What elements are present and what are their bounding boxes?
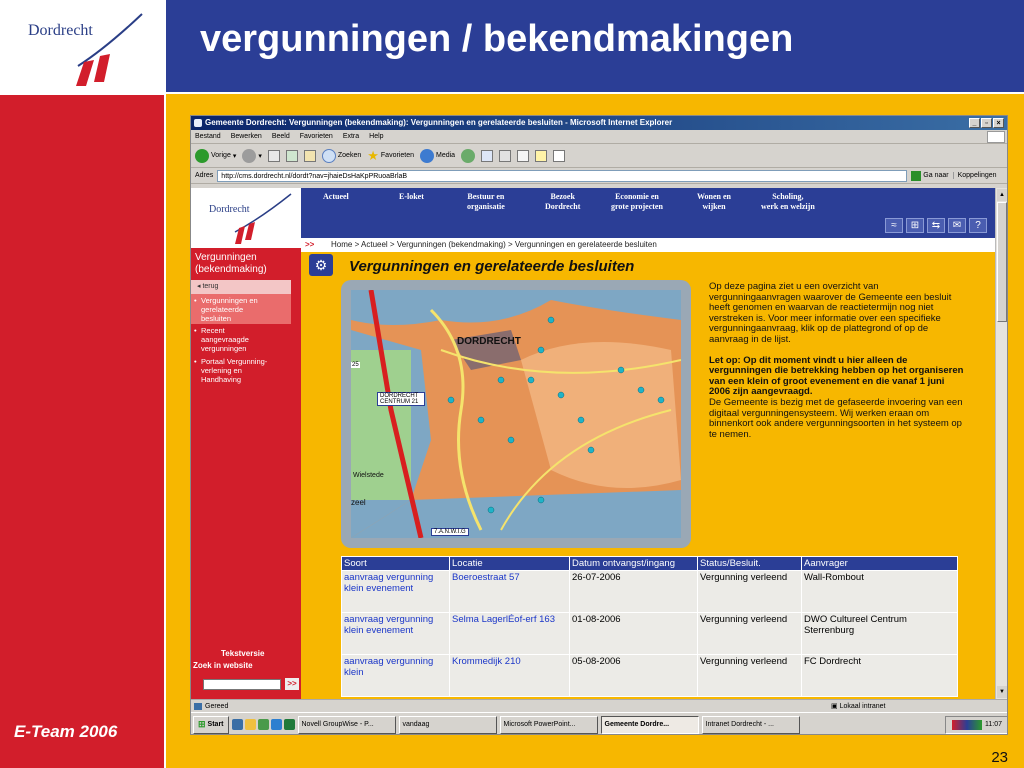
search-button[interactable] — [322, 149, 361, 163]
col-soort: Soort — [342, 557, 450, 571]
menu-bar — [191, 130, 1007, 144]
map-label-left: 25 — [352, 362, 359, 368]
breadcrumb — [301, 238, 995, 252]
nav-economie[interactable]: Economie en grote projecten — [611, 192, 663, 211]
bullet-icon: • — [194, 326, 197, 335]
text-version-link[interactable]: Tekstversie — [221, 649, 265, 658]
menu-bewerken[interactable]: Bewerken — [230, 133, 262, 140]
go-label: Ga naar — [923, 172, 949, 179]
favorites-label: Favorieten — [380, 152, 414, 159]
page-logo-icon: ⚙ — [309, 254, 333, 276]
start-label: Start — [207, 721, 224, 728]
bullet-icon: • — [194, 296, 197, 305]
globe-quicklaunch-icon[interactable] — [271, 719, 282, 730]
address-input[interactable]: http://cms.dordrecht.nl/dordt?nav=jhaieDsHaKpPRuoaBrlaB — [217, 170, 907, 182]
slide-logo-text: Dordrecht — [28, 22, 93, 39]
media-quicklaunch-icon[interactable] — [258, 719, 269, 730]
main-content — [301, 252, 995, 699]
menu-bestand[interactable]: Bestand — [195, 133, 221, 140]
slide-left-strip — [0, 92, 166, 768]
forward-arrow-icon — [242, 149, 256, 163]
slide-title: vergunningen / bekendmakingen — [200, 18, 794, 60]
search-label: Zoeken — [337, 152, 362, 159]
map-label-north: 7.A.N.W.I.G — [431, 528, 469, 536]
links-button[interactable]: Koppelingen — [953, 172, 997, 179]
col-locatie: Locatie — [450, 557, 570, 571]
table-row — [342, 655, 958, 697]
media-icon — [420, 149, 434, 163]
nav-wonen[interactable]: Wonen en wijken — [697, 192, 732, 211]
permit-location-link[interactable]: Boeroestraat 57 — [452, 572, 520, 583]
city-map[interactable] — [351, 290, 681, 538]
sitemap-icon[interactable]: ⊞ — [906, 218, 924, 233]
slide-logo — [0, 0, 166, 92]
menu-extra[interactable]: Extra — [342, 133, 360, 140]
system-tray — [945, 716, 1008, 734]
back-button[interactable]: Vorige ▾ — [195, 149, 236, 163]
nav-eloket[interactable]: E-loket — [399, 192, 424, 201]
task-powerpoint[interactable]: Microsoft PowerPoint... — [500, 716, 598, 734]
intro-notice: Let op: Op dit moment vindt u hier alleen de vergunningen die betrekking hebben op het organiseren van een klein of groot evenement en die vanaf 1 juni 2006 zijn aangevraagd. — [709, 354, 964, 398]
task-groupwise[interactable]: Novell GroupWise - P... — [298, 716, 396, 734]
permit-date: 05-08-2006 — [570, 655, 698, 697]
dordrecht-logo-icon — [56, 8, 146, 88]
site-nav — [301, 188, 995, 238]
map-graphic — [351, 290, 681, 538]
back-label: Vorige — [211, 152, 231, 159]
permit-date: 26-07-2006 — [570, 571, 698, 613]
back-arrow-icon — [195, 149, 209, 163]
slide-title-bar — [166, 0, 1024, 92]
toolbar — [191, 144, 1007, 168]
site-logo-icon — [191, 188, 301, 248]
table-row — [342, 571, 958, 613]
home-icon[interactable] — [304, 150, 316, 162]
ie-icon — [194, 119, 202, 127]
help-icon[interactable]: ? — [969, 218, 987, 233]
windows-flag-icon: ⊞ — [198, 719, 206, 729]
site-search-input[interactable] — [203, 679, 281, 690]
col-status: Status/Besluit. — [698, 557, 802, 571]
address-label: Adres — [195, 172, 214, 179]
task-vandaag[interactable]: vandaag — [399, 716, 497, 734]
page-scrollbar[interactable] — [995, 188, 1008, 699]
col-aanvrager: Aanvrager — [802, 557, 958, 571]
mail-icon[interactable]: ✉ — [948, 218, 966, 233]
mail-icon[interactable] — [481, 150, 493, 162]
nav-actueel[interactable]: Actueel — [323, 192, 349, 201]
go-button[interactable] — [911, 171, 948, 181]
status-bar — [191, 699, 1008, 712]
permit-applicant: FC Dordrecht — [802, 655, 958, 697]
status-text: Gereed — [205, 703, 229, 710]
permit-applicant: DWO Cultureel Centrum Sterrenburg — [802, 613, 958, 655]
media-label: Media — [435, 152, 456, 159]
bullet-icon: • — [194, 357, 197, 366]
permit-type-link[interactable]: aanvraag vergunning klein — [344, 656, 434, 678]
map-label-city: DORDRECHT — [457, 336, 521, 347]
sidebar-heading: Vergunningen (bekendmaking) — [195, 252, 267, 275]
browser-window — [190, 115, 1008, 735]
folder-quicklaunch-icon[interactable] — [245, 719, 256, 730]
search-label: Zoek in website — [193, 661, 253, 670]
clock: 11:07 — [985, 720, 1002, 728]
history-icon[interactable] — [461, 149, 475, 163]
map-label-centre: DORDRECHT CENTRUM 21 — [377, 392, 425, 406]
site-logo-text: Dordrecht — [209, 204, 250, 215]
permit-status: Vergunning verleend — [698, 613, 802, 655]
forward-button[interactable]: ▾ — [242, 149, 262, 163]
wave-icon[interactable]: ≈ — [885, 218, 903, 233]
map-label-zeel: zeel — [351, 498, 366, 507]
zone-text: ▣ Lokaal intranet — [831, 703, 886, 710]
web-page — [191, 188, 995, 699]
menu-beeld[interactable]: Beeld — [271, 133, 290, 140]
permit-type-link[interactable]: aanvraag vergunning klein evenement — [344, 614, 434, 636]
col-datum: Datum ontvangst/ingang — [570, 557, 698, 571]
page-heading: Vergunningen en gerelateerde besluiten — [349, 258, 635, 275]
intro-text — [709, 282, 967, 440]
start-button[interactable] — [193, 716, 229, 734]
map-label-wielstede: Wielstede — [353, 472, 384, 479]
breadcrumb-text[interactable]: Home > Actueel > Vergunningen (bekendmaking) > Vergunningen en gerelateerde besluiten — [331, 240, 657, 249]
search-icon — [322, 149, 336, 163]
tray-icons[interactable] — [952, 720, 982, 730]
intro-paragraph: Op deze pagina ziet u een overzicht van vergunningaanvragen waarover de Gemeente een besluit heeft genomen en waarvan de reactietermijn nog niet verstreken is. Voor meer informatie over een specifieke vergunningaanvraag, klik op de plattegrond of op de aanvraag in de lijst. — [709, 281, 952, 345]
go-arrow-icon — [911, 171, 921, 181]
word-icon[interactable] — [517, 150, 529, 162]
swap-icon[interactable]: ⇆ — [927, 218, 945, 233]
scroll-down-icon[interactable]: ▼ — [997, 686, 1007, 698]
task-intranet[interactable]: Intranet Dordrecht - ... — [702, 716, 800, 734]
excel-quicklaunch-icon[interactable] — [284, 719, 295, 730]
slide-page-number: 23 — [991, 749, 1008, 766]
notes-icon[interactable] — [535, 150, 547, 162]
permits-table — [341, 556, 958, 697]
favorites-button[interactable] — [367, 148, 414, 164]
quick-launch — [232, 719, 295, 730]
close-button[interactable]: × — [993, 118, 1004, 128]
slide-footer: E-Team 2006 — [14, 722, 118, 741]
messenger-icon[interactable] — [553, 150, 565, 162]
permit-location-link[interactable]: Krommedijk 210 — [452, 656, 521, 667]
sidebar-item-vergunningen[interactable]: • Vergunningen en gerelateerde besluiten — [191, 294, 291, 324]
window-title: Gemeente Dordrecht: Vergunningen (bekendmaking): Vergunningen en gerelateerde besluiten - Microsoft Internet Explorer — [205, 118, 673, 127]
print-icon[interactable] — [499, 150, 511, 162]
permit-date: 01-08-2006 — [570, 613, 698, 655]
media-button[interactable] — [420, 149, 455, 163]
page-status-icon — [194, 703, 202, 710]
sidebar-back-link[interactable]: ◂ terug — [191, 280, 291, 294]
nav-bezoek[interactable]: Bezoek Dordrecht — [545, 192, 581, 211]
site-sidebar — [191, 248, 301, 699]
map-frame — [341, 280, 691, 548]
site-search-button[interactable]: >> — [285, 678, 299, 690]
permit-location-link[interactable]: Selma LagerlÉof-erf 163 — [452, 614, 555, 625]
nav-bestuur[interactable]: Bestuur en organisatie — [467, 192, 505, 211]
minimize-button[interactable]: _ — [969, 118, 980, 128]
permit-applicant: Wall-Rombout — [802, 571, 958, 613]
menu-help[interactable]: Help — [369, 133, 384, 140]
nav-scholing[interactable]: Scholing, werk en welzijn — [761, 192, 815, 211]
permit-type-link[interactable]: aanvraag vergunning klein evenement — [344, 572, 434, 594]
sidebar-item-portaal[interactable]: • Portaal Vergunning- verlening en Handhaving — [194, 357, 268, 384]
scroll-thumb[interactable] — [997, 202, 1007, 322]
maximize-button[interactable]: ▫ — [981, 118, 992, 128]
table-row — [342, 613, 958, 655]
task-gemeente[interactable]: Gemeente Dordre... — [601, 716, 699, 734]
permit-status: Vergunning verleend — [698, 655, 802, 697]
ie-quicklaunch-icon[interactable] — [232, 719, 243, 730]
taskbar — [191, 712, 1008, 735]
permit-status: Vergunning verleend — [698, 571, 802, 613]
window-title-bar — [191, 116, 1007, 130]
stop-icon[interactable] — [268, 150, 280, 162]
site-logo[interactable] — [191, 188, 301, 248]
menu-favorieten[interactable]: Favorieten — [299, 133, 333, 140]
windows-logo-icon — [987, 131, 1005, 143]
address-bar — [191, 168, 1007, 184]
sidebar-item-recent[interactable]: • Recent aangevraagde vergunningen — [194, 326, 249, 353]
star-icon: ★ — [367, 147, 379, 163]
refresh-icon[interactable] — [286, 150, 298, 162]
scroll-up-icon[interactable]: ▲ — [997, 189, 1007, 201]
intro-paragraph-2: De Gemeente is bezig met de gefaseerde invoering van een digitaal vergunningensysteem. Wij werken eraan om binnenkort ook andere vergunningsoorten in het systeem op te nemen. — [709, 396, 963, 440]
breadcrumb-marker: >> — [305, 240, 315, 249]
